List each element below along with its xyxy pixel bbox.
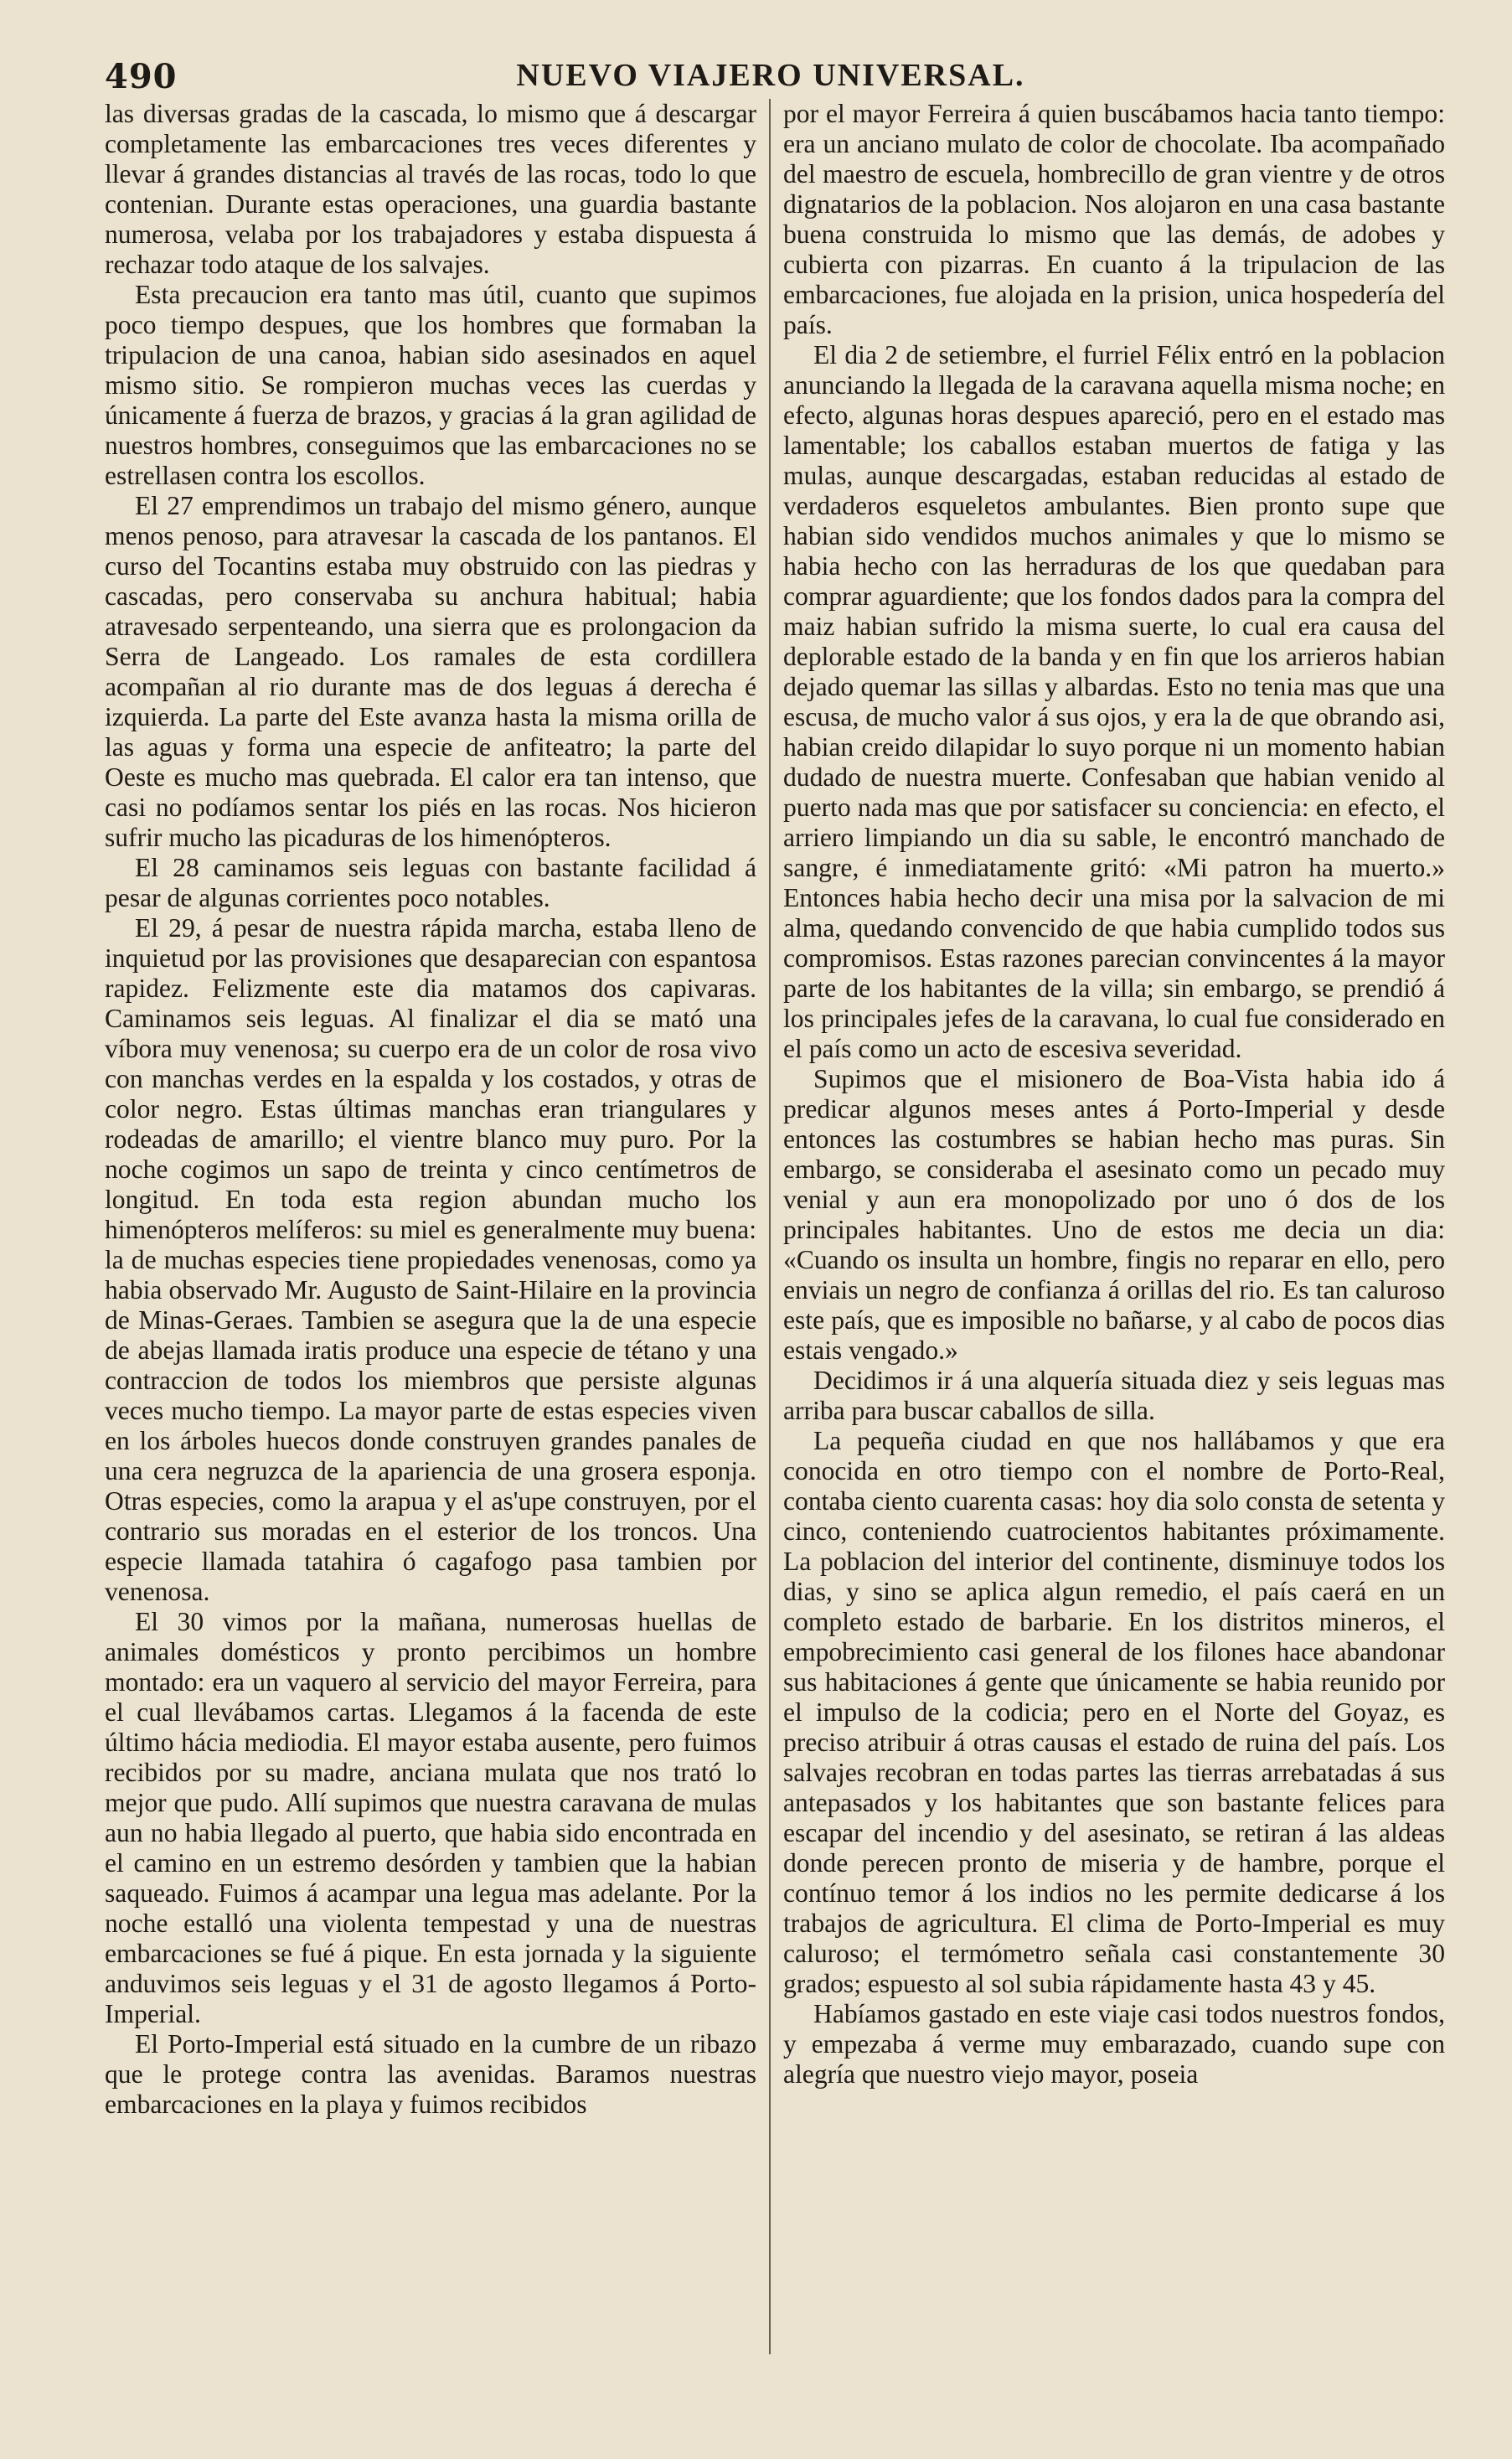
paragraph: El 29, á pesar de nuestra rápida marcha, estaba lleno de inquietud por las provisiones que desaparecian con espantosa rapidez. Felizmente este dia matamos dos capivaras. Caminamos seis leguas. Al finalizar el dia se mató una víbora muy venenosa; su cuerpo era de un color de rosa vivo con manchas verdes en la espalda y los costados, y otras de color negro. Estas últimas manchas eran triangulares y rodeadas de amarillo; el vientre blanco muy puro. Por la noche cogimos un sapo de treinta y cinco centímetros de longitud. En toda esta region abundan mucho los himenópteros melíferos: su miel es generalmente muy buena: la de muchas especies tiene propiedades venenosas, como ya habia observado Mr. Augusto de Saint-Hilaire en la provincia de Minas-Geraes. Tambien se asegura que la de una especie de abejas llamada iratis produce una especie de tétano y una contraccion de todos los miembros que persiste algunas veces mucho tiempo. La mayor parte de estas especies viven en los árboles huecos donde construyen grandes panales de una cera negruzca de la apariencia de una grosera esponja. Otras especies, como la arapua y el as'upe construyen, por el contrario sus moradas en el esterior de los troncos. Una especie llamada tatahira ó cagafogo pasa tambien por venenosa. [105,913,756,1606]
paragraph: por el mayor Ferreira á quien buscábamos hacia tanto tiempo: era un anciano mulato de color de chocolate. Iba acompañado del maestro de escuela, hombrecillo de gran vientre y de otros dignatarios de la poblacion. Nos alojaron en una casa bastante buena construida lo mismo que las demás, de adobes y cubierta con pizarras. En cuanto á la tripulacion de las embarcaciones, fue alojada en la prision, unica hospedería del país. [783,99,1445,339]
paragraph: El 27 emprendimos un trabajo del mismo género, aunque menos penoso, para atravesar la cascada de los pantanos. El curso del Tocantins estaba muy obstruido con las piedras y cascadas, pero conservaba su anchura habitual; habia atravesado serpenteando, una sierra que es prolongacion da Serra de Langeado. Los ramales de esta cordillera acompañan al rio durante mas de dos leguas á derecha é izquierda. La parte del Este avanza hasta la misma orilla de las aguas y forma una especie de anfiteatro; la parte del Oeste es mucho mas quebrada. El calor era tan intenso, que casi no podíamos sentar los piés en las rocas. Nos hicieron sufrir mucho las picaduras de los himenópteros. [105,491,756,852]
left-column [105,99,756,2120]
paragraph: las diversas gradas de la cascada, lo mismo que á descargar completamente las embarcaciones tres veces diferentes y llevar á grandes distancias al través de las rocas, todo lo que contenian. Durante estas operaciones, una guardia bastante numerosa, velaba por los trabajadores y estaba dispuesta á rechazar todo ataque de los salvajes. [105,99,756,279]
paragraph: El 30 vimos por la mañana, numerosas huellas de animales domésticos y pronto percibimos un hombre montado: era un vaquero al servicio del mayor Ferreira, para el cual llevábamos cartas. Llegamos á la facenda de este último hácia mediodia. El mayor estaba ausente, pero fuimos recibidos por su madre, anciana mulata que nos trató lo mejor que pudo. Allí supimos que nuestra caravana de mulas aun no habia llegado al puerto, que habia sido encontrada en el camino en un estremo desórden y tambien que la habian saqueado. Fuimos á acampar una legua mas adelante. Por la noche estalló una violenta tempestad y una de nuestras embarcaciones se fué á pique. En esta jornada y la siguiente anduvimos seis leguas y el 31 de agosto llegamos á Porto-Imperial. [105,1607,756,2028]
paragraph: Habíamos gastado en este viaje casi todos nuestros fondos, y empezaba á verme muy embarazado, cuando supe con alegría que nuestro viejo mayor, poseia [783,1999,1445,2089]
paragraph: Decidimos ir á una alquería situada diez y seis leguas mas arriba para buscar caballos de silla. [783,1366,1445,1425]
page-number: 490 [105,57,178,96]
paragraph: El dia 2 de setiembre, el furriel Félix entró en la poblacion anunciando la llegada de la caravana aquella misma noche; en efecto, algunas horas despues apareció, pero en el estado mas lamentable; los caballos estaban muertos de fatiga y las mulas, aunque descargadas, estaban reducidas al estado de verdaderos esqueletos ambulantes. Bien pronto supe que habian sido vendidos muchos animales y que lo mismo se habia hecho con las herraduras de los que quedaban para comprar aguardiente; que los fondos dados para la compra del maiz habian sufrido la misma suerte, lo cual era causa del deplorable estado de la banda y en fin que los arrieros habian dejado quemar las sillas y albardas. Esto no tenia mas que una escusa, de mucho valor á sus ojos, y era la de que obrando asi, habian creido dilapidar lo suyo porque ni un momento habian dudado de nuestra muerte. Confesaban que habian venido al puerto nada mas que por satisfacer su conciencia: en efecto, el arriero limpiando un dia su sable, le encontró manchado de sangre, é inmediatamente gritó: «Mi patron ha muerto.» Entonces habia hecho decir una misa por la salvacion de mi alma, quedando convencido de que habia cumplido todos sus compromisos. Estas razones parecian convincentes á la mayor parte de los habitantes de la villa; sin embargo, se prendió á los principales jefes de la caravana, lo cual fue considerado en el país como un acto de escesiva severidad. [783,340,1445,1063]
running-title: NUEVO VIAJERO UNIVERSAL. [516,58,1025,93]
paragraph: El 28 caminamos seis leguas con bastante facilidad á pesar de algunas corrientes poco notables. [105,853,756,912]
paragraph: La pequeña ciudad en que nos hallábamos y que era conocida en otro tiempo con el nombre de Porto-Real, contaba ciento cuarenta casas: hoy dia solo consta de setenta y cinco, conteniendo cuatrocientos habitantes próximamente. La poblacion del interior del continente, disminuye todos los dias, y sino se aplica algun remedio, el país caerá en un completo estado de barbarie. En los distritos mineros, el empobrecimiento casi general de los filones hace abandonar sus habitaciones á gente que únicamente se habia reunido por el impulso de la codicia; pero en el Norte del Goyaz, es preciso atribuir á otras causas el estado de ruina del país. Los salvajes recobran en todas partes las tierras arrebatadas á sus antepasados y los habitantes que son bastante felices para escapar del incendio y del asesinato, se retiran á las aldeas donde perecen pronto de miseria y de hambre, porque el contínuo temor á los indios no les permite dedicarse á los trabajos de agricultura. El clima de Porto-Imperial es muy caluroso; el termómetro señala casi constantemente 30 grados; espuesto al sol subia rápidamente hasta 43 y 45. [783,1426,1445,1998]
right-column [783,99,1445,2090]
column-divider [769,99,771,2354]
paragraph: Esta precaucion era tanto mas útil, cuanto que supimos poco tiempo despues, que los hombres que formaban la tripulacion de una canoa, habian sido asesinados en aquel mismo sitio. Se rompieron muchas veces las cuerdas y únicamente á fuerza de brazos, y gracias á la gran agilidad de nuestros hombres, conseguimos que las embarcaciones no se estrellasen contra los escollos. [105,280,756,490]
paragraph: Supimos que el misionero de Boa-Vista habia ido á predicar algunos meses antes á Porto-Imperial y desde entonces las costumbres se habian hecho mas puras. Sin embargo, se consideraba el asesinato como un pecado muy venial y aun era monopolizado por uno ó dos de los principales habitantes. Uno de estos me decia un dia: «Cuando os insulta un hombre, fingis no reparar en ello, pero enviais un negro de confianza á orillas del rio. Es tan caluroso este país, que es imposible no bañarse, y al cabo de pocos dias estais vengado.» [783,1064,1445,1365]
paragraph: El Porto-Imperial está situado en la cumbre de un ribazo que le protege contra las avenidas. Baramos nuestras embarcaciones en la playa y fuimos recibidos [105,2029,756,2119]
page-header [105,52,1437,102]
